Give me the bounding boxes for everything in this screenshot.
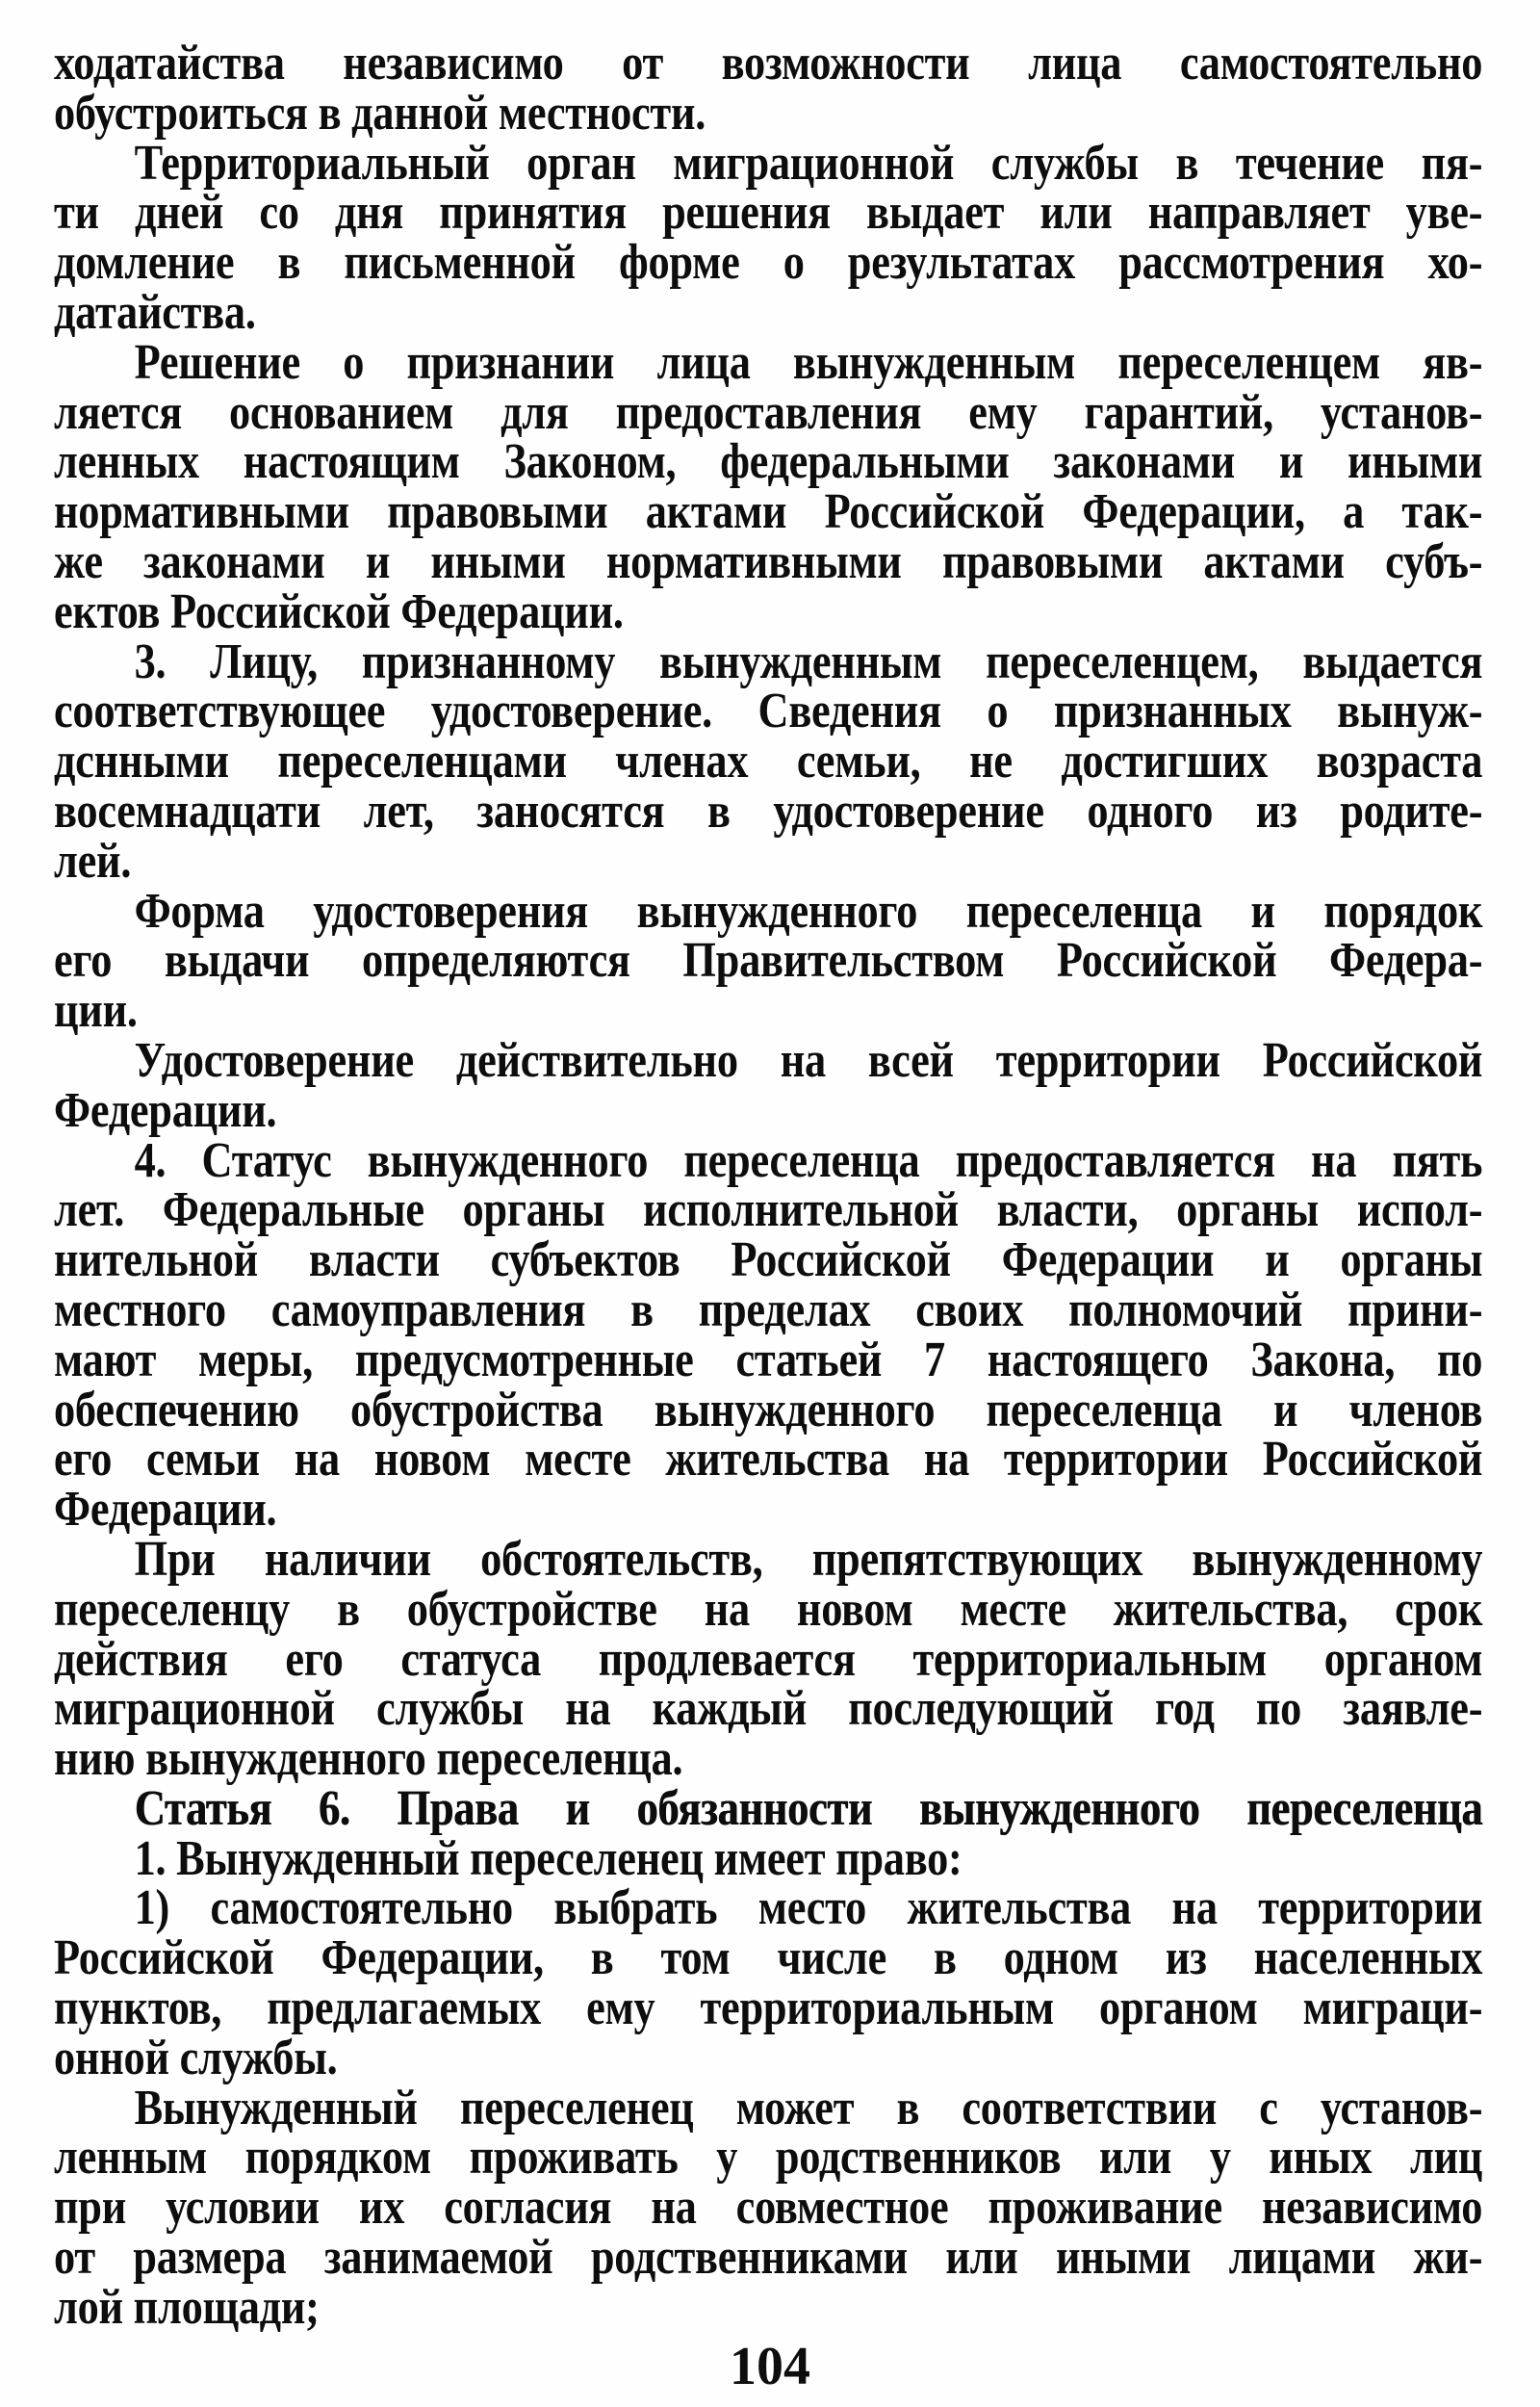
text-line: мают меры, предусмотренные статьей 7 настоящего Закона, по	[54, 1332, 1483, 1387]
text-line: Решение о признании лица вынужденным переселенцем яв-	[134, 334, 1483, 390]
text-line: ляется основанием для предоставления ему гарантий, установ-	[54, 384, 1483, 440]
text-line: соответствующее удостоверение. Сведения о признанных вынуж-	[54, 684, 1483, 739]
text-line: ходатайства независимо от возможности лица самостоятельно	[54, 36, 1483, 91]
text-line: домление в письменной форме о результатах рассмотрения хо-	[54, 235, 1483, 291]
article-heading-line: Статья 6. Права и обязанности вынужденного переселенца	[134, 1780, 1483, 1836]
text-line: при условии их согласия на совместное проживание независимо	[54, 2180, 1483, 2236]
text-line: 4. Статус вынужденного переселенца предоставляется на пять	[134, 1132, 1483, 1188]
page-number: 104	[730, 2337, 810, 2396]
text-line: ленных настоящим Законом, федеральными законами и иными	[54, 434, 1483, 490]
text-line: дснными переселенцами членах семьи, не достигших возраста	[54, 734, 1483, 789]
text-line: Территориальный орган миграционной службы в течение пя-	[134, 135, 1483, 191]
text-line: ти дней со дня принятия решения выдает или направляет уве-	[54, 185, 1483, 241]
text-line: восемнадцати лет, заносятся в удостоверение одного из родите-	[54, 783, 1483, 839]
text-line: Вынужденный переселенец может в соответствии с установ-	[134, 2080, 1483, 2135]
text-block	[54, 36, 1483, 2335]
text-line: ленным порядком проживать у родственников или у иных лиц	[54, 2130, 1483, 2186]
text-line: лой площади;	[54, 2279, 320, 2335]
text-line: местного самоуправления в пределах своих полномочий прини-	[54, 1281, 1483, 1337]
text-line: его выдачи определяются Правительством Российской Федера-	[54, 933, 1483, 989]
text-line: обеспечению обустройства вынужденного переселенца и членов	[54, 1382, 1483, 1437]
text-line: же законами и иными нормативными правовыми актами субъ-	[54, 533, 1483, 589]
text-line: ции.	[54, 983, 138, 1039]
text-line: Федерации.	[54, 1482, 277, 1538]
text-line: Удостоверение действительно на всей территории Российской	[134, 1032, 1483, 1088]
text-line: нормативными правовыми актами Российской Федерации, а так-	[54, 484, 1483, 540]
text-line: Форма удостоверения вынужденного переселенца и порядок	[134, 883, 1483, 939]
text-line: обустроиться в данной местности.	[54, 85, 706, 141]
text-line: Федерации.	[54, 1082, 277, 1138]
text-line: пунктов, предлагаемых ему территориальным органом миграци-	[54, 1980, 1483, 2036]
text-line: ектов Российской Федерации.	[54, 583, 624, 639]
text-line: лей.	[54, 833, 132, 889]
text-line: 1. Вынужденный переселенец имеет право:	[134, 1830, 962, 1886]
text-line: от размера занимаемой родственниками или иными лицами жи-	[54, 2230, 1483, 2286]
text-line: нию вынужденного переселенца.	[54, 1731, 683, 1787]
text-line: действия его статуса продлевается территориальным органом	[54, 1631, 1483, 1687]
text-line: онной службы.	[54, 2030, 338, 2085]
text-line: нительной власти субъектов Российской Федерации и органы	[54, 1232, 1483, 1288]
text-line: лет. Федеральные органы исполнительной власти, органы испол-	[54, 1182, 1483, 1238]
text-line: 1) самостоятельно выбрать место жительства на территории	[134, 1880, 1483, 1936]
text-line: переселенцу в обустройстве на новом месте жительства, срок	[54, 1581, 1483, 1637]
text-line: миграционной службы на каждый последующий год по заявле-	[54, 1681, 1483, 1737]
text-line: 3. Лицу, признанному вынужденным переселенцем, выдается	[134, 634, 1483, 689]
text-line: При наличии обстоятельств, препятствующих вынужденному	[134, 1531, 1483, 1587]
text-line: Российской Федерации, в том числе в одном из населенных	[54, 1930, 1483, 1986]
text-line: датайства.	[54, 284, 256, 340]
text-line: его семьи на новом месте жительства на территории Российской	[54, 1432, 1483, 1488]
